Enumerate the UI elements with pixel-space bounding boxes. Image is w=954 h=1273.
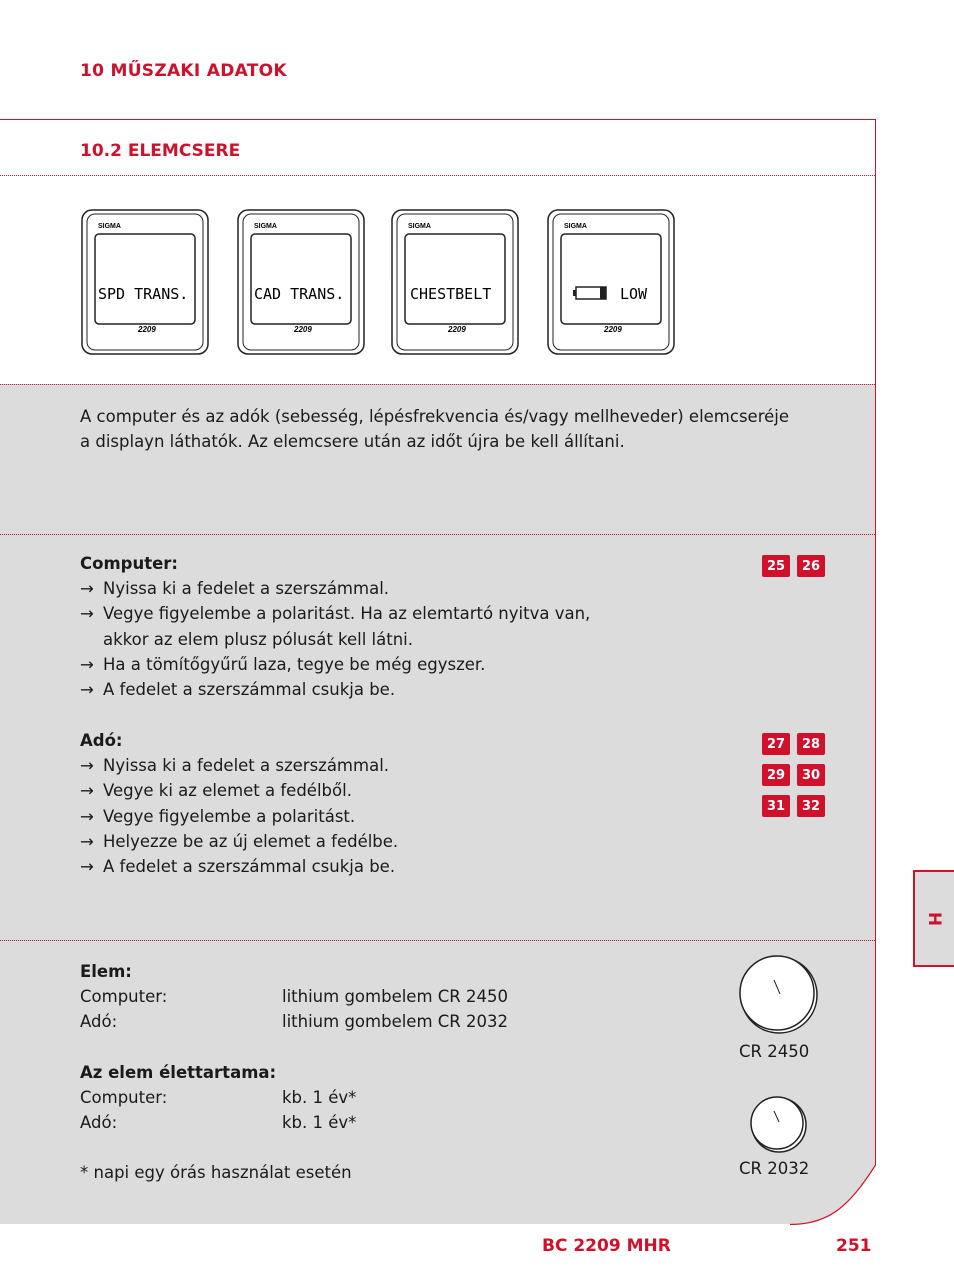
list-item-continuation: akkor az elem plusz pólusát kell látni.	[103, 629, 414, 649]
spec-row: Computer: kb. 1 év*	[80, 1087, 357, 1107]
footer-model: BC 2209 MHR	[542, 1236, 671, 1256]
figure-badge: 27	[762, 733, 790, 755]
figure-refs-transmitter	[762, 764, 825, 786]
footnote: * napi egy órás használat esetén	[80, 1163, 352, 1183]
coin-cell-cr2450	[736, 953, 818, 1035]
arrow-icon: →	[80, 806, 94, 826]
list-item: → Ha a tömítőgyűrű laza, tegye be még egyszer.	[80, 652, 700, 677]
list-item: → A fedelet a szerszámmal csukja be.	[80, 677, 700, 702]
intro-line: A computer és az adók (sebesség, lépésfrekvencia és/vagy mellheveder) elemcseréje	[80, 407, 790, 426]
figure-badge: 28	[797, 733, 825, 755]
battery-spec	[80, 959, 640, 1185]
figure-refs-computer	[762, 555, 825, 577]
list-item: → Nyissa ki a fedelet a szerszámmal.	[80, 753, 700, 778]
figure-badge: 29	[762, 764, 790, 786]
page-number: 251	[836, 1236, 872, 1256]
arrow-icon: →	[80, 857, 94, 877]
battery-life-heading: Az elem élettartama:	[80, 1062, 277, 1082]
list-item: → Vegye figyelembe a polaritást. Ha az elemtartó nyitva van,	[80, 601, 700, 626]
display-battery-low	[546, 208, 676, 356]
coin-cell-cr2032	[748, 1094, 808, 1154]
computer-heading: Computer:	[80, 554, 179, 573]
list-item: → Vegye ki az elemet a fedélből.	[80, 778, 700, 803]
arrow-icon: →	[80, 781, 94, 801]
model-number: 2209	[294, 325, 312, 334]
figure-badge: 32	[797, 795, 825, 817]
battery-heading: Elem:	[80, 962, 132, 981]
arrow-icon: →	[80, 831, 94, 851]
display-text: LOW	[620, 285, 648, 303]
figure-refs-transmitter	[762, 795, 825, 817]
figure-badge: 30	[797, 764, 825, 786]
list-item: → Vegye figyelembe a polaritást.	[80, 804, 700, 829]
display-text: SPD TRANS.	[98, 285, 189, 303]
divider	[0, 384, 875, 385]
figure-refs-transmitter	[762, 733, 825, 755]
spec-row: Adó: kb. 1 év*	[80, 1113, 357, 1133]
spec-row: Adó: lithium gombelem CR 2032	[80, 1012, 508, 1032]
transmitter-steps	[80, 728, 700, 879]
spec-row: Computer: lithium gombelem CR 2450	[80, 987, 508, 1007]
computer-steps	[80, 551, 700, 702]
intro-line: a displayn láthatók. Az elemcsere után az időt újra be kell állítani.	[80, 432, 625, 451]
display-text: CHESTBELT	[410, 285, 492, 303]
list-item: → A fedelet a szerszámmal csukja be.	[80, 854, 700, 879]
intro-paragraph	[80, 404, 800, 454]
display-chestbelt	[390, 208, 520, 356]
figure-badge: 25	[762, 555, 790, 577]
arrow-icon: →	[80, 756, 94, 776]
divider	[0, 175, 875, 176]
arrow-icon: →	[80, 680, 94, 700]
brand-logo: SIGMA	[254, 223, 277, 230]
transmitter-heading: Adó:	[80, 731, 123, 750]
model-number: 2209	[138, 325, 156, 334]
battery-label: CR 2450	[739, 1042, 810, 1061]
arrow-icon: →	[80, 604, 94, 624]
arrow-icon: →	[80, 654, 94, 674]
section-title: 10.2 ELEMCSERE	[80, 141, 241, 161]
list-item: → Helyezze be az új elemet a fedélbe.	[80, 829, 700, 854]
arrow-icon: →	[80, 579, 94, 599]
model-number: 2209	[604, 325, 622, 334]
model-number: 2209	[448, 325, 466, 334]
brand-logo: SIGMA	[98, 223, 121, 230]
display-spd-trans	[80, 208, 210, 356]
brand-logo: SIGMA	[408, 223, 431, 230]
divider	[0, 534, 875, 535]
language-tab[interactable]: H	[913, 870, 954, 967]
battery-label: CR 2032	[739, 1159, 810, 1178]
display-cad-trans	[236, 208, 366, 356]
brand-logo: SIGMA	[564, 223, 587, 230]
display-text: CAD TRANS.	[254, 285, 345, 303]
list-item: → Nyissa ki a fedelet a szerszámmal.	[80, 576, 700, 601]
figure-badge: 26	[797, 555, 825, 577]
figure-badge: 31	[762, 795, 790, 817]
chapter-title: 10 MŰSZAKI ADATOK	[80, 61, 287, 81]
divider	[0, 940, 875, 941]
